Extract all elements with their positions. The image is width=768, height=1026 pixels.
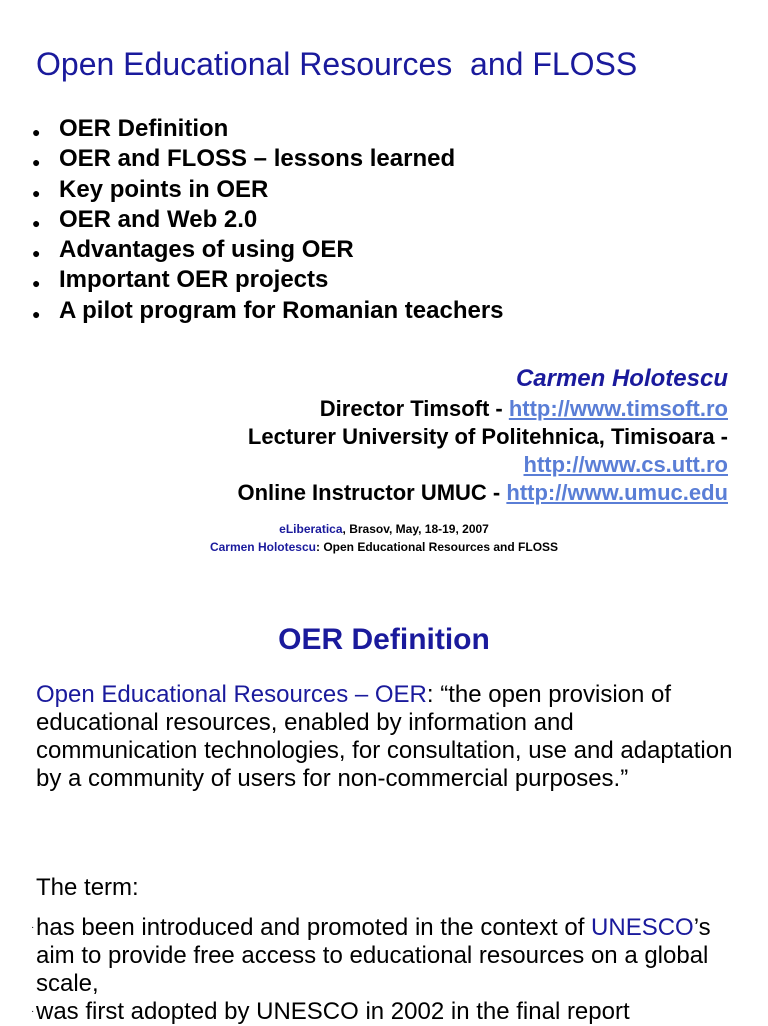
instructor-label: Online Instructor UMUC - — [237, 480, 507, 505]
term-list — [31, 914, 736, 1026]
agenda-list — [32, 114, 752, 326]
director-line — [28, 395, 728, 423]
agenda-item-label: Advantages of using OER — [59, 236, 354, 264]
eliberatica-link[interactable]: eLiberatica — [279, 522, 343, 536]
footer-title-line — [0, 539, 768, 556]
list-item — [32, 114, 752, 144]
agenda-item-label: Key points in OER — [59, 175, 269, 203]
footer-title-text: : Open Educational Resources and FLOSS — [315, 540, 559, 554]
agenda-item-label: OER and FLOSS – lessons learned — [59, 145, 456, 173]
bullet-icon: ● — [32, 124, 41, 140]
author-name: Carmen Holotescu — [515, 365, 728, 392]
director-label: Director Timsoft - — [319, 396, 509, 421]
footer-event-text: , Brasov, May, 18-19, 2007 — [342, 522, 489, 536]
bullet-icon: ● — [32, 154, 41, 171]
section-title: OER Definition — [278, 623, 490, 656]
list-item — [32, 205, 752, 235]
definition-term: Open Educational Resources – OER — [36, 681, 427, 708]
term-item-text: has been introduced and promoted in the context of — [36, 914, 592, 941]
umuc-link[interactable]: http://www.umuc.edu — [506, 480, 728, 505]
list-item — [32, 144, 752, 174]
list-item — [32, 265, 752, 295]
list-item — [32, 296, 752, 326]
list-item — [32, 235, 752, 265]
list-item — [31, 998, 736, 1026]
list-item — [32, 175, 752, 205]
bullet-icon: · — [31, 1006, 35, 1017]
term-item-text: was first adopted by UNESCO in 2002 in the final report — [36, 998, 630, 1025]
bullet-icon: · — [31, 922, 35, 933]
definition-text: : “the open provision of educational resources, enabled by information and communication technologies, for consultation, use and adaptation by a community of users for non-commercial purposes.” — [36, 681, 733, 792]
instructor-line — [28, 479, 728, 507]
bullet-icon: ● — [32, 305, 41, 322]
footer-event-line — [0, 521, 768, 538]
timsoft-link[interactable]: http://www.timsoft.ro — [508, 396, 728, 421]
bullet-icon: ● — [32, 245, 41, 262]
agenda-item-label: OER Definition — [59, 115, 229, 142]
unesco-link[interactable]: UNESCO — [591, 914, 694, 941]
footer-author-link[interactable]: Carmen Holotescu — [209, 540, 316, 554]
agenda-item-label: OER and Web 2.0 — [59, 205, 258, 233]
cs-utt-link[interactable]: http://www.cs.utt.ro — [523, 452, 728, 477]
bullet-icon: ● — [32, 275, 41, 292]
term-item-text: ’s aim to provide free access to educational resources on a global scale, — [36, 914, 711, 997]
slide-title: Open Educational Resources and FLOSS — [36, 46, 638, 82]
oer-definition — [36, 681, 736, 793]
bullet-icon: ● — [32, 214, 41, 231]
term-label: The term: — [36, 874, 139, 901]
list-item — [31, 914, 736, 998]
author-block — [28, 363, 728, 507]
lecturer-line: Lecturer University of Politehnica, Timisoara - — [247, 424, 728, 449]
bullet-icon: ● — [32, 184, 41, 201]
lecturer-link-line — [28, 451, 728, 479]
agenda-item-label: A pilot program for Romanian teachers — [59, 296, 504, 324]
agenda-item-label: Important OER projects — [59, 266, 329, 294]
